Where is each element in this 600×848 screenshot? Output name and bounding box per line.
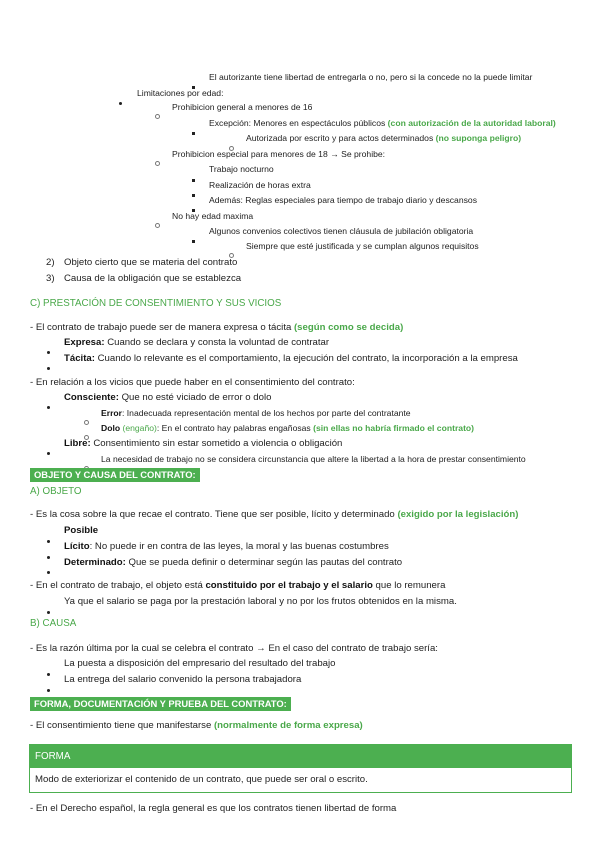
list-item: Ya que el salario se paga por la prestación laboral y no por los frutos obtenidos en la misma. xyxy=(64,596,457,607)
bullet-icon xyxy=(119,92,122,110)
list-item: Posible xyxy=(64,525,99,536)
section-heading: B) CAUSA xyxy=(30,618,77,629)
list-item: Libre: Consentimiento sin estar sometido a violencia o obligación xyxy=(64,438,343,449)
list-item: Objeto cierto que se materia del contrato xyxy=(64,257,238,268)
bullet-icon xyxy=(192,122,195,140)
bullet-icon xyxy=(192,230,195,248)
section-heading: A) OBJETO xyxy=(30,486,82,497)
list-item: Causa de la obligación que se establezca xyxy=(64,273,242,284)
list-item: La entrega del salario convenido la persona trabajadora xyxy=(64,674,302,685)
bullet-icon xyxy=(47,561,50,579)
list-item: Error: Inadecuada representación mental de los hechos por parte del contratante xyxy=(101,408,411,418)
paragraph: - El consentimiento tiene que manifestarse (normalmente de forma expresa) xyxy=(30,720,363,731)
paragraph: - Es la cosa sobre la que recae el contrato. Tiene que ser posible, lícito y determinado (exigido por la legislación) xyxy=(30,509,519,520)
list-number: 2) xyxy=(46,257,55,268)
list-item: Expresa: Cuando se declara y consta la voluntad de contratar xyxy=(64,337,330,348)
list-item: La necesidad de trabajo no se considera circunstancia que altere la libertad a la hora de prestar consentimiento xyxy=(101,454,526,464)
bullet-icon xyxy=(47,396,50,414)
paragraph: - En el contrato de trabajo, el objeto está constituido por el trabajo y el salario que lo remunera xyxy=(30,580,446,591)
circle-bullet-icon xyxy=(155,106,160,124)
list-item: Prohibicion general a menores de 16 xyxy=(172,102,313,112)
bullet-icon xyxy=(47,357,50,375)
section-heading: C) PRESTACIÓN DE CONSENTIMIENTO Y SUS VICIOS xyxy=(30,298,282,309)
bullet-icon xyxy=(47,442,50,460)
list-item: No hay edad maxima xyxy=(172,211,254,221)
list-number: 3) xyxy=(46,273,55,284)
bullet-icon xyxy=(47,679,50,697)
paragraph: - Es la razón última por la cual se celebra el contrato → En el caso del contrato de trabajo sería: xyxy=(30,643,438,654)
list-item: Determinado: Que se pueda definir o determinar según las pautas del contrato xyxy=(64,557,403,568)
list-item: Dolo (engaño): En el contrato hay palabras engañosas (sin ellas no habría firmado el contrato) xyxy=(101,423,475,433)
list-item: Limitaciones por edad: xyxy=(137,88,224,98)
definition-box-body: Modo de exteriorizar el contenido de un contrato, que puede ser oral o escrito. xyxy=(30,768,571,792)
section-band: FORMA, DOCUMENTACIÓN Y PRUEBA DEL CONTRATO: xyxy=(30,697,291,711)
list-item: Consciente: Que no esté viciado de error o dolo xyxy=(64,392,272,403)
paragraph: - En relación a los vicios que puede haber en el consentimiento del contrato: xyxy=(30,377,355,388)
list-item: Realización de horas extra xyxy=(209,180,311,190)
paragraph: - En el Derecho español, la regla general es que los contratos tienen libertad de forma xyxy=(30,803,397,814)
list-item: Además: Reglas especiales para tiempo de trabajo diario y descansos xyxy=(209,195,477,205)
list-item: Autorizada por escrito y para actos determinados (no suponga peligro) xyxy=(246,133,522,143)
section-band: OBJETO Y CAUSA DEL CONTRATO: xyxy=(30,468,200,482)
paragraph: - El contrato de trabajo puede ser de manera expresa o tácita (según como se decida) xyxy=(30,322,404,333)
list-item: Excepción: Menores en espectáculos públicos (con autorización de la autoridad laboral) xyxy=(209,118,556,128)
circle-bullet-icon xyxy=(155,215,160,233)
definition-box-title: FORMA xyxy=(30,745,571,768)
list-item: Prohibicion especial para menores de 18 → Se prohibe: xyxy=(172,149,386,159)
list-item: Siempre que esté justificada y se cumplan algunos requisitos xyxy=(246,241,479,251)
list-item: Lícito: No puede ir en contra de las leyes, la moral y las buenas costumbres xyxy=(64,541,389,552)
list-item: Algunos convenios colectivos tienen cláusula de jubilación obligatoria xyxy=(209,226,474,236)
list-item: Trabajo nocturno xyxy=(209,164,274,174)
list-item: La puesta a disposición del empresario del resultado del trabajo xyxy=(64,658,336,669)
list-item: Tácita: Cuando lo relevante es el comportamiento, la ejecución del contrato, la incorporación a la empresa xyxy=(64,353,518,364)
circle-bullet-icon xyxy=(155,153,160,171)
list-item: El autorizante tiene libertad de entregarla o no, pero si la concede no la puede limitar xyxy=(209,72,533,82)
definition-box xyxy=(29,744,572,793)
